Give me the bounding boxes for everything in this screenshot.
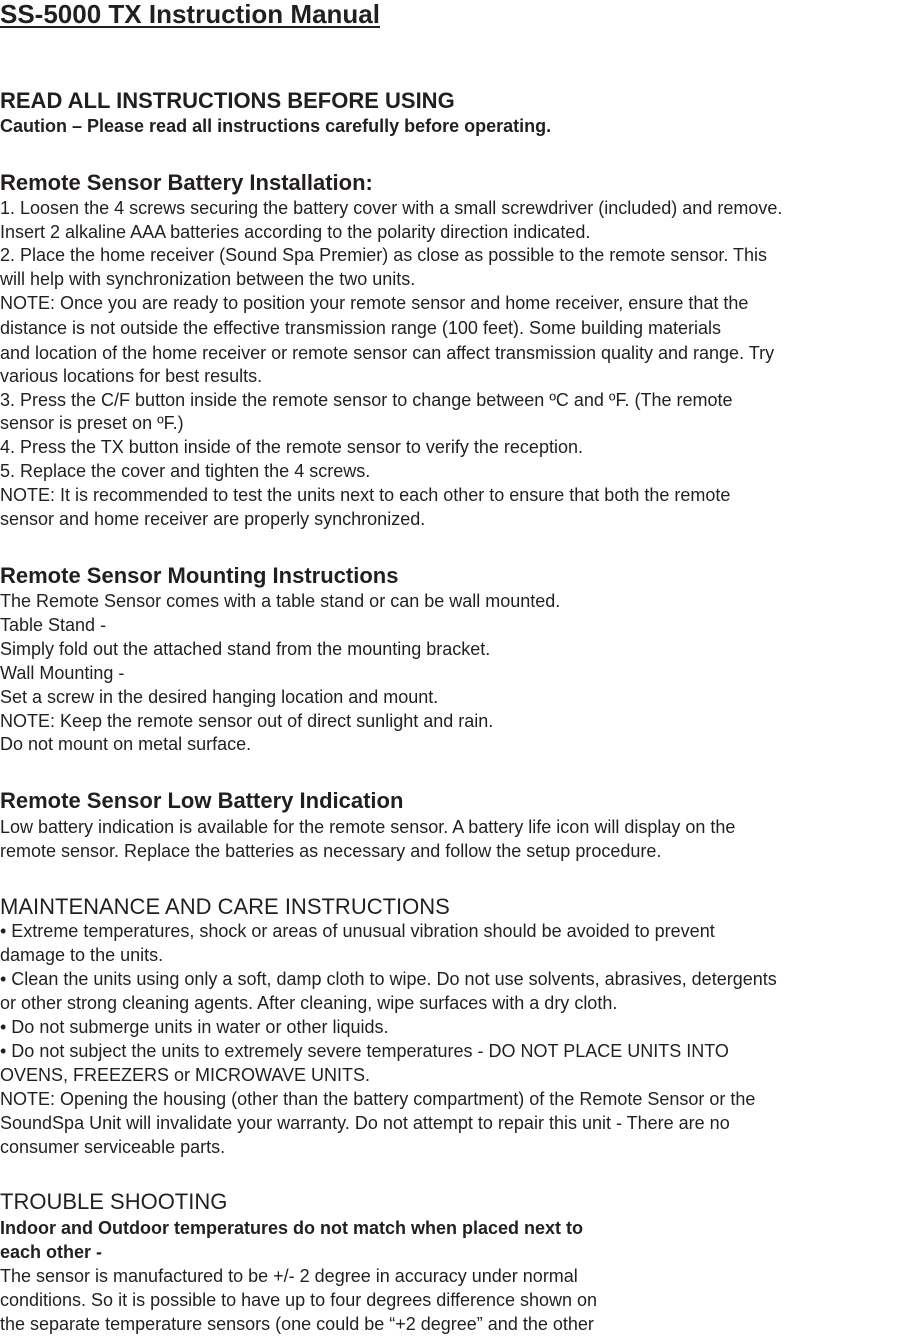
battery-install-line: sensor is preset on ºF.) [0, 413, 184, 433]
battery-install-line: NOTE: It is recommended to test the units next to each other to ensure that both the remote [0, 485, 731, 505]
mounting-line: Do not mount on metal surface. [0, 734, 252, 754]
battery-install-line: and location of the home receiver or remote sensor can affect transmission quality and range. Try [0, 343, 775, 363]
maintenance-line: • Extreme temperatures, shock or areas of unusual vibration should be avoided to prevent [0, 921, 715, 941]
maintenance-line: consumer serviceable parts. [0, 1137, 226, 1157]
battery-install-line: Insert 2 alkaline AAA batteries according to the polarity direction indicated. [0, 222, 591, 242]
mounting-line: The Remote Sensor comes with a table stand or can be wall mounted. [0, 591, 561, 611]
maintenance-line: • Do not subject the units to extremely severe temperatures - DO NOT PLACE UNITS INTO [0, 1041, 729, 1061]
maintenance-line: • Do not submerge units in water or other liquids. [0, 1017, 389, 1037]
battery-install-line: 2. Place the home receiver (Sound Spa Premier) as close as possible to the remote sensor. This [0, 245, 768, 265]
maintenance-line: or other strong cleaning agents. After cleaning, wipe surfaces with a dry cloth. [0, 993, 618, 1013]
battery-install-line: NOTE: Once you are ready to position your remote sensor and home receiver, ensure that the [0, 293, 749, 313]
battery-install-line: sensor and home receiver are properly synchronized. [0, 509, 426, 529]
troubleshooting-subheading: each other - [0, 1242, 103, 1262]
battery-install-line: 1. Loosen the 4 screws securing the battery cover with a small screwdriver (included) and remove. [0, 198, 783, 218]
mounting-line: Simply fold out the attached stand from the mounting bracket. [0, 639, 491, 659]
page-title: SS-5000 TX Instruction Manual [0, 0, 380, 29]
troubleshooting-subheading: Indoor and Outdoor temperatures do not match when placed next to [0, 1218, 584, 1238]
battery-install-line: 5. Replace the cover and tighten the 4 screws. [0, 461, 371, 481]
low-battery-line: remote sensor. Replace the batteries as necessary and follow the setup procedure. [0, 841, 662, 861]
mounting-line: Table Stand - [0, 615, 107, 635]
low-battery-heading: Remote Sensor Low Battery Indication [0, 788, 404, 813]
battery-install-line: 3. Press the C/F button inside the remote sensor to change between ºC and ºF. (The remote [0, 390, 733, 410]
maintenance-line: damage to the units. [0, 945, 164, 965]
caution-line: Caution – Please read all instructions carefully before operating. [0, 116, 552, 136]
battery-install-line: will help with synchronization between the two units. [0, 269, 416, 289]
read-all-heading: READ ALL INSTRUCTIONS BEFORE USING [0, 88, 455, 113]
maintenance-heading: MAINTENANCE AND CARE INSTRUCTIONS [0, 894, 450, 919]
battery-install-line: various locations for best results. [0, 366, 263, 386]
troubleshooting-line: The sensor is manufactured to be +/- 2 degree in accuracy under normal [0, 1266, 578, 1286]
maintenance-line: OVENS, FREEZERS or MICROWAVE UNITS. [0, 1065, 371, 1085]
troubleshooting-heading: TROUBLE SHOOTING [0, 1189, 228, 1214]
battery-install-line: distance is not outside the effective transmission range (100 feet). Some building materials [0, 318, 722, 338]
battery-install-line: 4. Press the TX button inside of the remote sensor to verify the reception. [0, 437, 583, 457]
maintenance-line: • Clean the units using only a soft, damp cloth to wipe. Do not use solvents, abrasives, detergents [0, 969, 777, 989]
mounting-line: NOTE: Keep the remote sensor out of direct sunlight and rain. [0, 711, 494, 731]
maintenance-line: NOTE: Opening the housing (other than the battery compartment) of the Remote Sensor or the [0, 1089, 756, 1109]
mounting-heading: Remote Sensor Mounting Instructions [0, 563, 399, 588]
troubleshooting-line: conditions. So it is possible to have up to four degrees difference shown on [0, 1290, 598, 1310]
troubleshooting-line: the separate temperature sensors (one could be “+2 degree” and the other [0, 1314, 594, 1334]
mounting-line: Set a screw in the desired hanging location and mount. [0, 687, 439, 707]
low-battery-line: Low battery indication is available for the remote sensor. A battery life icon will display on the [0, 817, 736, 837]
maintenance-line: SoundSpa Unit will invalidate your warranty. Do not attempt to repair this unit - There are no [0, 1113, 730, 1133]
mounting-line: Wall Mounting - [0, 663, 125, 683]
battery-install-heading: Remote Sensor Battery Installation: [0, 170, 373, 195]
